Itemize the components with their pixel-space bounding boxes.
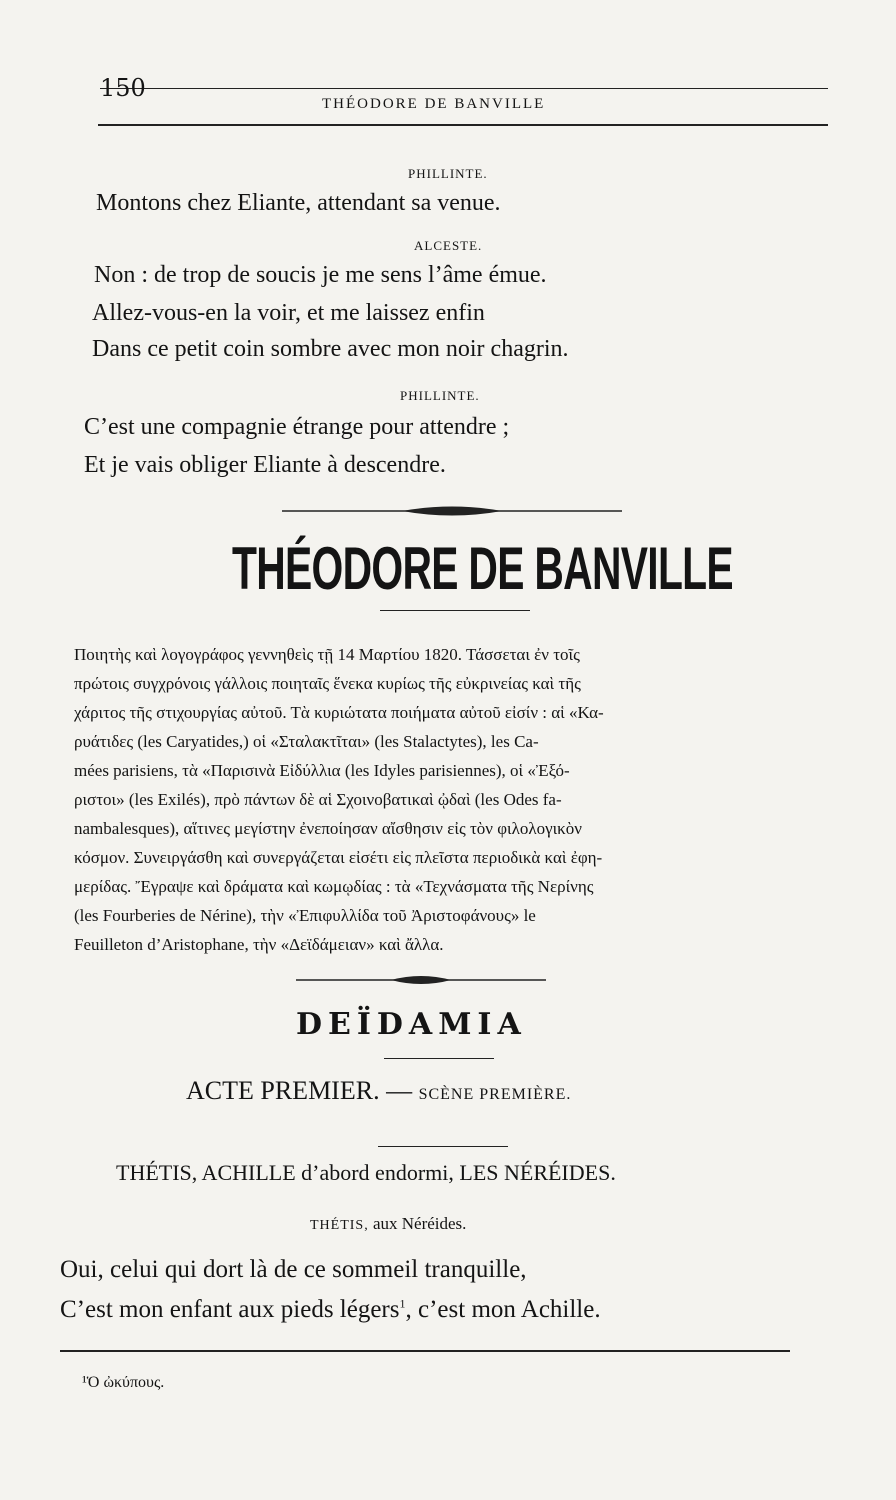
biography-line: Feuilleton d’Aristophane, τὴν «Δεϊδάμειαν» καὶ ἄλλα. <box>74 935 444 954</box>
running-title: THÉODORE DE BANVILLE <box>322 96 546 112</box>
biography-line: (les Fourberies de Nérine), τὴν «Ἐπιφυλλίδα τοῦ Ἀριστοφάνους» le <box>74 906 536 925</box>
page-number: 150 <box>100 74 146 102</box>
biography-line: mées parisiens, τὰ «Παρισινὰ Εἰδύλλια (les Idyles parisiennes), οἱ «Ἐξό- <box>74 761 570 780</box>
cast-list: THÉTIS, ACHILLE d’abord endormi, LES NÉRÉIDES. <box>116 1160 616 1185</box>
verse-line: C’est une compagnie étrange pour attendre ; <box>84 414 510 440</box>
ornament-divider <box>282 502 622 520</box>
stage-direction-text: aux Néréides. <box>368 1214 467 1233</box>
header-top-rule <box>100 88 828 89</box>
speaker-phillinte: PHILLINTE. <box>408 166 488 181</box>
play-title-underline <box>384 1058 494 1059</box>
author-biography <box>74 640 814 959</box>
verse-line: Et je vais obliger Eliante à descendre. <box>84 452 446 478</box>
footnote-marker: 1 <box>399 1296 406 1311</box>
footnote: ¹Ὁ ὠκύπους. <box>82 1374 165 1391</box>
speaker-alceste: ALCESTE. <box>414 238 483 253</box>
biography-line: nambalesques), αἵτινες μεγίστην ἐνεποίησαν αἴσθησιν εἰς τὸν φιλολογικὸν <box>74 819 582 838</box>
biography-line: ρυάτιδες (les Caryatides,) οἱ «Σταλακτῖται» (les Stalactytes), les Ca- <box>74 732 539 751</box>
stage-speaker: THÉTIS, <box>310 1218 369 1233</box>
heading-underline <box>380 610 530 611</box>
ornament-divider <box>296 972 546 988</box>
act-label: ACTE PREMIER. <box>186 1076 380 1105</box>
play-title: DEÏDAMIA <box>296 1007 527 1042</box>
biography-line: μερίδας. Ἔγραψε καὶ δράματα καὶ κωμῳδίας : τὰ «Τεχνάσματα τῆς Νερίνης <box>74 877 594 896</box>
scene-label: SCÈNE PREMIÈRE. <box>418 1086 572 1103</box>
biography-line: Ποιητὴς καὶ λογογράφος γεννηθεὶς τῇ 14 Μαρτίου 1820. Τάσσεται ἐν τοῖς <box>74 645 580 664</box>
stage-direction <box>310 1214 466 1234</box>
speaker-phillinte: PHILLINTE. <box>400 388 480 403</box>
verse-text: , c’est mon Achille. <box>405 1296 601 1323</box>
verse-line <box>60 1296 601 1324</box>
footnote-rule <box>60 1350 790 1352</box>
verse-line: Non : de trop de soucis je me sens l’âme émue. <box>94 262 547 288</box>
biography-line: χάριτος τῆς στιχουργίας αὐτοῦ. Τὰ κυριώτατα ποιήματα αὐτοῦ εἰσίν : αἱ «Κα- <box>74 703 604 722</box>
act-dash: — <box>379 1076 419 1105</box>
act-heading <box>186 1076 571 1106</box>
verse-text: C’est mon enfant aux pieds légers <box>60 1296 400 1323</box>
biography-line: κόσμον. Συνειργάσθη καὶ συνεργάζεται εἰσέτι εἰς πλεῖστα περιοδικὰ καὶ ἐφη- <box>74 848 603 867</box>
verse-line: Oui, celui qui dort là de ce sommeil tranquille, <box>60 1256 527 1283</box>
act-underline <box>378 1146 508 1147</box>
verse-line: Dans ce petit coin sombre avec mon noir chagrin. <box>92 336 569 362</box>
header-bottom-rule <box>98 124 828 126</box>
verse-line: Allez-vous-en la voir, et me laissez enfin <box>92 300 485 326</box>
biography-line: ριστοι» (les Exilés), πρὸ πάντων δὲ αἱ Σχοινοβατικαὶ ᾠδαὶ (les Odes fa- <box>74 790 562 809</box>
biography-line: πρώτοις συγχρόνοις γάλλοις ποιηταῖς ἕνεκα κυρίως τῆς εὐκρινείας καὶ τῆς <box>74 674 581 693</box>
author-heading: THÉODORE DE BANVILLE <box>232 535 733 602</box>
verse-line: Montons chez Eliante, attendant sa venue. <box>96 190 501 216</box>
